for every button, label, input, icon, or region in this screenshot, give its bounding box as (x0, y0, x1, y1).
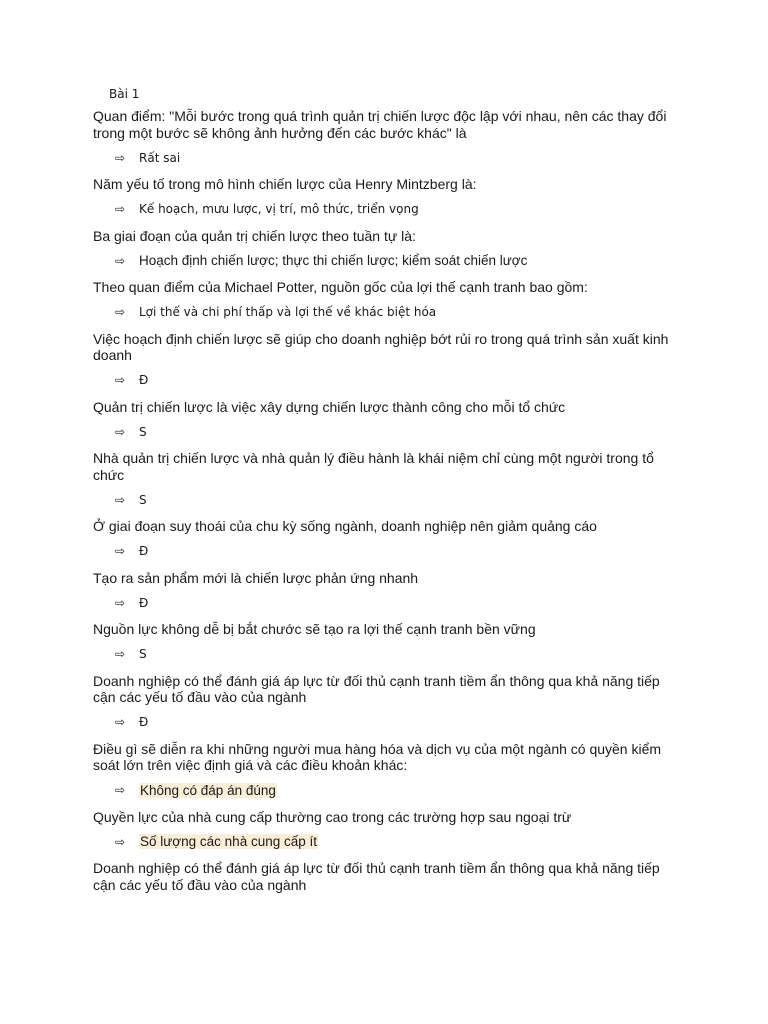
answer-text: S (139, 492, 147, 507)
answer-text: Hoạch định chiến lược; thực thi chiến lược; kiểm soát chiến lược (139, 253, 528, 268)
answer-8 (115, 543, 683, 560)
answer-2 (115, 201, 683, 218)
answer-text: Lợi thế và chi phí thấp và lợi thế về khác biệt hóa (139, 305, 437, 319)
question-10: Nguồn lực không dễ bị bắt chước sẽ tạo ra lợi thế cạnh tranh bền vững (93, 621, 536, 637)
arrow-icon: ⇨ (115, 783, 126, 797)
question-5: Việc hoạch định chiến lược sẽ giúp cho doanh nghiệp bớt rủi ro trong quá trình sản xuất kinh doanh (93, 330, 669, 363)
answer-text: Đ (139, 715, 149, 729)
arrow-icon: ⇨ (115, 715, 126, 729)
question-6: Quản trị chiến lược là việc xây dựng chiến lược thành công cho mỗi tổ chức (93, 398, 566, 415)
question-13: Quyền lực của nhà cung cấp thường cao trong các trường hợp sau ngoại trừ (93, 808, 572, 825)
answer-5 (115, 372, 683, 389)
arrow-icon: ⇨ (115, 647, 126, 661)
answer-13 (115, 833, 683, 850)
question-1: Quan điểm: "Mỗi bước trong quá trình quản trị chiến lược độc lập với nhau, nên các thay đổi trong một bước sẽ không ảnh hưởng đến các bước khác" là (93, 108, 667, 141)
answer-text: Đ (139, 544, 149, 558)
answer-text: Đ (139, 595, 149, 610)
arrow-icon: ⇨ (115, 595, 126, 610)
answer-text: S (139, 647, 147, 661)
arrow-icon: ⇨ (115, 202, 126, 216)
arrow-icon: ⇨ (115, 305, 126, 319)
question-11: Doanh nghiệp có thể đánh giá áp lực từ đối thủ cạnh tranh tiềm ẩn thông qua khả năng tiếp cận các yếu tố đầu vào của ngành (93, 672, 660, 705)
answer-text: Rất sai (139, 150, 181, 165)
answer-text: Đ (139, 373, 149, 387)
question-8: Ở giai đoạn suy thoái của chu kỳ sống ngành, doanh nghiệp nên giảm quảng cáo (93, 518, 597, 534)
answer-9 (115, 594, 683, 611)
answer-3 (115, 252, 683, 269)
document-body (93, 86, 683, 901)
answer-4 (115, 304, 683, 321)
answer-11 (115, 714, 683, 731)
question-14: Doanh nghiệp có thể đánh giá áp lực từ đối thủ cạnh tranh tiềm ẩn thông qua khả năng tiếp cận các yếu tố đầu vào của ngành (93, 860, 660, 893)
answer-text: S (139, 424, 147, 439)
arrow-icon: ⇨ (115, 834, 126, 849)
question-7: Nhà quản trị chiến lược và nhà quản lý điều hành là khái niệm chỉ cùng một người trong tổ chức (93, 450, 654, 483)
question-9: Tạo ra sản phẩm mới là chiến lược phản ứng nhanh (93, 569, 419, 586)
question-12: Điều gì sẽ diễn ra khi những người mua hàng hóa và dịch vụ của một ngành có quyền kiểm soát lớn trên việc định giá và các điều khoản khác: (93, 740, 662, 773)
arrow-icon: ⇨ (115, 373, 126, 387)
arrow-icon: ⇨ (115, 424, 126, 439)
highlighted-answer: Không có đáp án đúng (140, 782, 276, 798)
arrow-icon: ⇨ (115, 150, 126, 165)
question-2: Năm yếu tố trong mô hình chiến lược của Henry Mintzberg là: (93, 176, 477, 192)
answer-10 (115, 646, 683, 663)
question-3: Ba giai đoạn của quản trị chiến lược theo tuần tự là: (93, 227, 416, 244)
question-4: Theo quan điểm của Michael Potter, nguồn gốc của lợi thế cạnh tranh bao gồm: (93, 279, 588, 295)
answer-12 (115, 782, 683, 799)
answer-7 (115, 491, 683, 508)
arrow-icon: ⇨ (115, 253, 126, 268)
answer-text: Kế hoạch, mưu lược, vị trí, mô thức, triển vọng (139, 202, 419, 216)
highlighted-answer: Số lượng các nhà cung cấp ít (140, 834, 317, 849)
document-title: Bài 1 (109, 87, 140, 101)
arrow-icon: ⇨ (115, 544, 126, 558)
arrow-icon: ⇨ (115, 492, 126, 507)
answer-1 (115, 149, 683, 166)
answer-6 (115, 423, 683, 440)
